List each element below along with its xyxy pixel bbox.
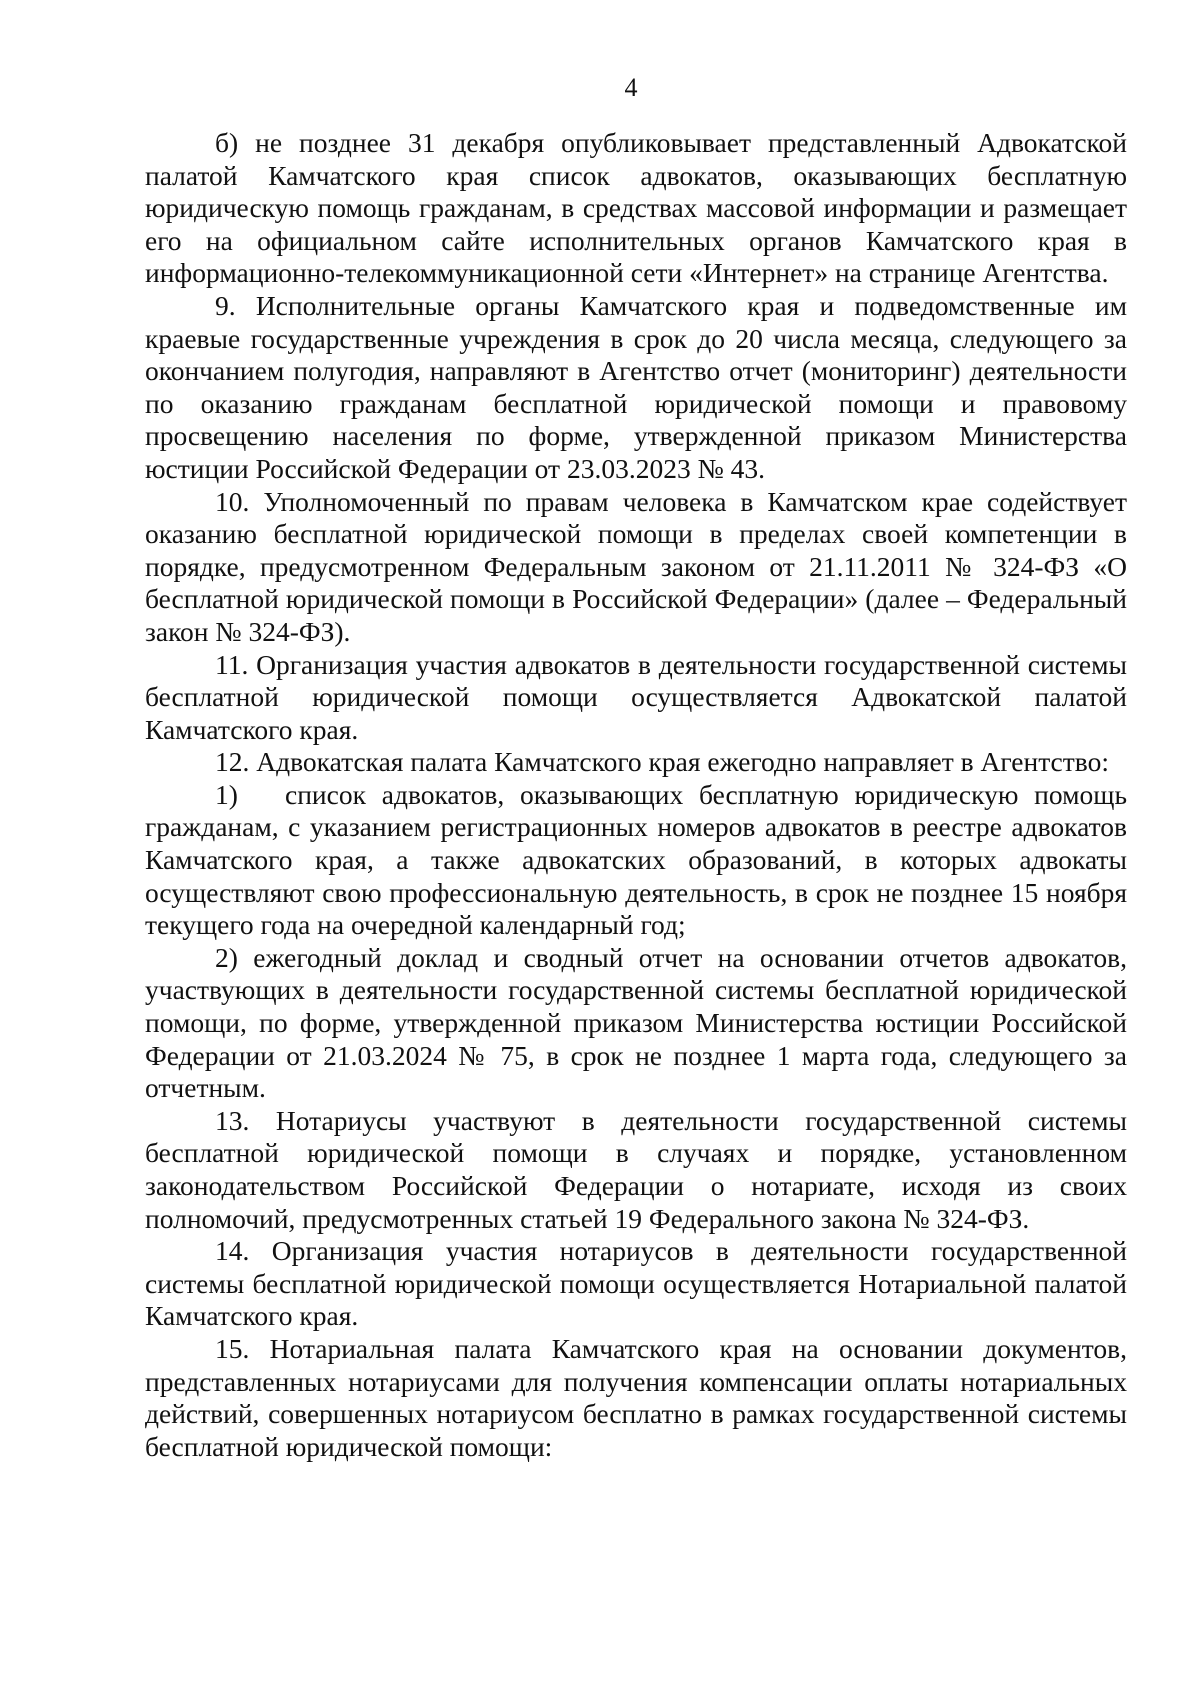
paragraph-12-item-1: [145, 779, 1127, 942]
paragraph-13: 13. Нотариусы участвуют в деятельности государственной системы бесплатной юридической помощи в случаях и порядке, установленном законодательством Российской Федерации о нотариате, исходя из своих полномочий, предусмотренных статьей 19 Федерального закона № 324-ФЗ.: [145, 1104, 1127, 1234]
list-marker: 1): [215, 778, 238, 810]
paragraph-8b: б) не позднее 31 декабря опубликовывает представленный Адвокатской палатой Камчатского края список адвокатов, оказывающих бесплатную юридическую помощь гражданам, в средствах массовой информации и размещает его на официальном сайте исполнительных органов Камчатского края в информационно-телекоммуникационной сети «Интернет» на странице Агентства.: [145, 127, 1127, 289]
paragraph-10: 10. Уполномоченный по правам человека в Камчатском крае содействует оказанию бесплатной юридической помощи в пределах своей компетенции в порядке, предусмотренном Федеральным законом от 21.11.2011 № 324-ФЗ «О бесплатной юридической помощи в Российской Федерации» (далее – Федеральный закон № 324-ФЗ).: [145, 485, 1127, 647]
paragraph-9: 9. Исполнительные органы Камчатского края и подведомственные им краевые государственные учреждения в срок до 20 числа месяца, следующего за окончанием полугодия, направляют в Агентство отчет (мониторинг) деятельности по оказанию гражданам бесплатной юридической помощи и правовому просвещению населения по форме, утвержденной приказом Министерства юстиции Российской Федерации от 23.03.2023 № 43.: [145, 289, 1127, 484]
paragraph-12: 12. Адвокатская палата Камчатского края ежегодно направляет в Агентство:: [215, 746, 1109, 778]
document-body: [145, 127, 1127, 1463]
paragraph-14: 14. Организация участия нотариусов в деятельности государственной системы бесплатной юридической помощи осуществляется Нотариальной палатой Камчатского края.: [145, 1235, 1127, 1332]
list-item-text: список адвокатов, оказывающих бесплатную юридическую помощь гражданам, с указанием регистрационных номеров адвокатов в реестре адвокатов Камчатского края, а также адвокатских образований, в которых адвокаты осуществляют свою профессиональную деятельность, в срок не позднее 15 ноября текущего года на очередной календарный год;: [145, 778, 1127, 941]
paragraph-15: 15. Нотариальная палата Камчатского края на основании документов, представленных нотариусами для получения компенсации оплаты нотариальных действий, совершенных нотариусом бесплатно в рамках государственной системы бесплатной юридической помощи:: [145, 1332, 1127, 1462]
paragraph-11: 11. Организация участия адвокатов в деятельности государственной системы бесплатной юридической помощи осуществляется Адвокатской палатой Камчатского края.: [145, 648, 1127, 745]
page-number: 4: [624, 73, 638, 102]
paragraph-12-item-2: 2) ежегодный доклад и сводный отчет на основании отчетов адвокатов, участвующих в деятельности государственной системы бесплатной юридической помощи, по форме, утвержденной приказом Министерства юстиции Российской Федерации от 21.03.2024 № 75, в срок не позднее 1 марта года, следующего за отчетным.: [145, 941, 1127, 1104]
